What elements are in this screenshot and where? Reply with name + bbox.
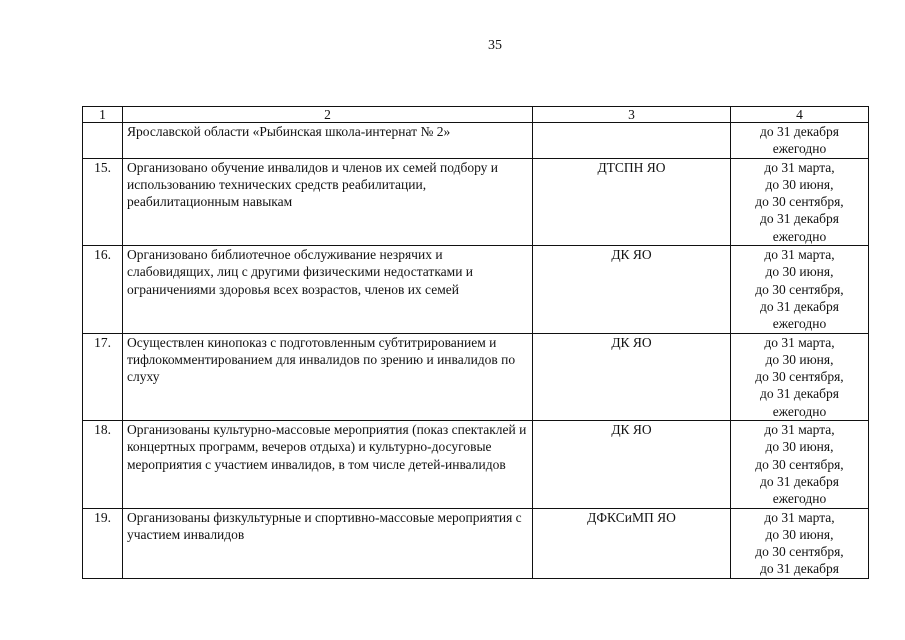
row-number: 18. [83,421,123,508]
deadline-line: до 30 сентября, [755,194,844,210]
deadline-line: ежегодно [772,141,827,157]
deadline-line: до 30 июня, [765,351,834,367]
page-number: 35 [488,38,502,53]
deadline-line: до 30 июня, [765,526,834,542]
table-row [83,421,869,508]
row-number: 16. [83,246,123,333]
deadline-line: до 31 декабря [760,473,839,489]
table-header-row [83,107,869,123]
row-responsible: ДФКСиМП ЯО [533,508,731,578]
deadline-line: до 30 июня, [765,176,834,192]
deadline-line: до 31 декабря [760,298,839,314]
row-responsible: ДТСПН ЯО [533,158,731,245]
deadline-line: до 31 марта, [764,509,835,525]
header-col-3: 3 [533,107,731,123]
deadline-line: ежегодно [772,491,827,507]
deadline-line: до 30 сентября, [755,369,844,385]
header-col-1: 1 [83,107,123,123]
deadline-line: до 30 сентября, [755,281,844,297]
deadline-line: до 31 марта, [764,422,835,438]
deadline-line: до 31 марта, [764,159,835,175]
deadline-line: до 31 декабря [760,211,839,227]
table-row [83,158,869,245]
deadline-line: ежегодно [772,316,827,332]
row-number: 15. [83,158,123,245]
row-description: Организовано обучение инвалидов и членов их семей подбору и использованию технических средств реабилитации, реабилитационным навыкам [123,158,533,245]
row-description: Организованы культурно-массовые мероприятия (показ спектаклей и концертных программ, вечеров отдыха) и культурно-досуговые мероприятия с участием инвалидов, в том числе детей-инвалидов [123,421,533,508]
row-deadline [731,123,869,159]
row-responsible: ДК ЯО [533,246,731,333]
deadline-line: до 30 июня, [765,439,834,455]
deadline-line: до 31 марта, [764,334,835,350]
plan-table [82,106,869,579]
header-col-4: 4 [731,107,869,123]
deadline-line: до 31 декабря [760,124,839,139]
deadline-line: до 31 декабря [760,386,839,402]
deadline-line: до 30 сентября, [755,456,844,472]
row-deadline [731,508,869,578]
table-row [83,508,869,578]
deadline-line: ежегодно [772,228,827,244]
row-description: Организованы физкультурные и спортивно-массовые мероприятия с участием инвалидов [123,508,533,578]
table-row [83,333,869,420]
row-description: Ярославской области «Рыбинская школа-интернат № 2» [123,123,533,159]
row-deadline [731,246,869,333]
row-responsible [533,123,731,159]
row-description: Организовано библиотечное обслуживание незрячих и слабовидящих, лиц с другими физическими недостатками и ограничениями здоровья всех возрастов, членов их семей [123,246,533,333]
row-responsible: ДК ЯО [533,333,731,420]
row-deadline [731,158,869,245]
row-description: Осуществлен кинопоказ с подготовленным субтитрированием и тифлокомментированием для инвалидов по зрению и инвалидов по слуху [123,333,533,420]
header-col-2: 2 [123,107,533,123]
deadline-line: до 30 июня, [765,264,834,280]
row-number: 17. [83,333,123,420]
deadline-line: до 30 сентября, [755,544,844,560]
deadline-line: ежегодно [772,403,827,419]
deadline-line: до 31 декабря [760,561,839,577]
row-responsible: ДК ЯО [533,421,731,508]
table-row [83,246,869,333]
row-number [83,123,123,159]
deadline-line: до 31 марта, [764,247,835,263]
row-deadline [731,421,869,508]
row-number: 19. [83,508,123,578]
row-deadline [731,333,869,420]
continuation-row [83,123,869,159]
